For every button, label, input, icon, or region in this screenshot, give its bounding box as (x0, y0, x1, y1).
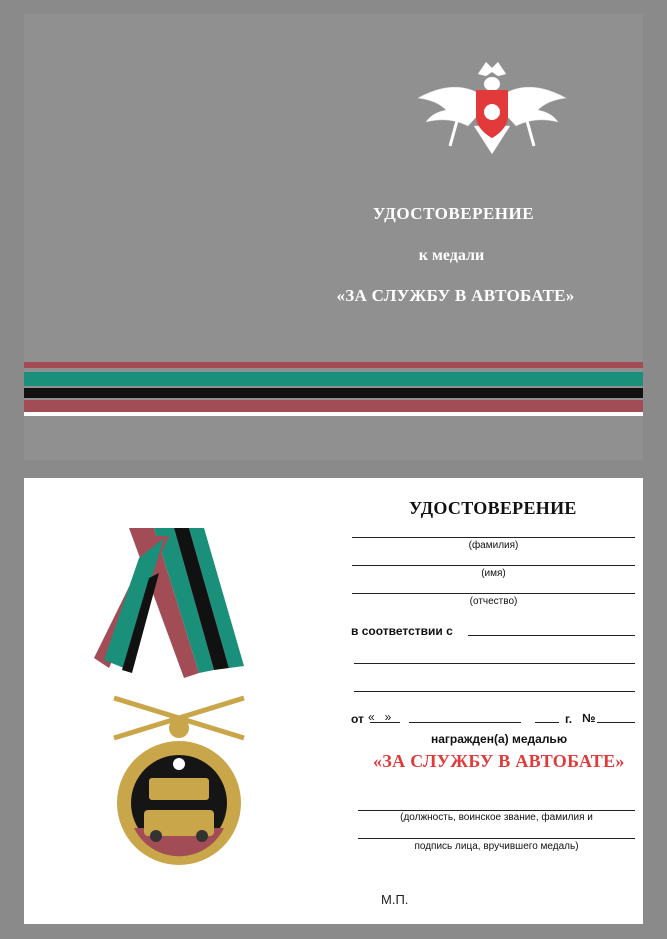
medal-name-title: «ЗА СЛУЖБУ В АВТОБАТЕ» (373, 751, 625, 771)
date-day-field[interactable]: « » (368, 710, 392, 724)
stripe-white (24, 412, 643, 416)
date-from-label: от (351, 712, 364, 726)
eagle-emblem-icon (412, 54, 572, 160)
position-line[interactable] (358, 810, 635, 811)
year-label: г. (565, 712, 573, 726)
blank-line-2[interactable] (354, 691, 635, 692)
signature-caption: подпись лица, вручившего медаль) (414, 841, 579, 852)
awarded-label: награжден(а) медалью (431, 732, 568, 746)
in-accordance-label: в соответствии с (351, 624, 453, 638)
blank-line-1[interactable] (354, 663, 635, 664)
cover-medal-name: «ЗА СЛУЖБУ В АВТОБАТЕ» (336, 286, 575, 305)
in-accordance-line[interactable] (468, 635, 635, 636)
cover-title: УДОСТОВЕРЕНИЕ (372, 204, 535, 223)
patronymic-caption: (отчество) (469, 596, 518, 607)
stripe-green (24, 372, 643, 386)
stripe-black (24, 388, 643, 398)
name-line[interactable] (352, 565, 635, 566)
certificate-form-page (24, 478, 643, 924)
surname-caption: (фамилия) (468, 540, 519, 551)
position-caption: (должность, воинское звание, фамилия и (400, 812, 593, 823)
certificate-title: УДОСТОВЕРЕНИЕ (409, 498, 577, 518)
number-label: № (582, 711, 596, 725)
cover-subtitle: к медали (418, 247, 485, 264)
month-line[interactable] (409, 722, 521, 723)
day-underline (370, 722, 400, 723)
stamp-label: М.П. (381, 892, 409, 907)
number-line[interactable] (597, 722, 635, 723)
signature-line[interactable] (358, 838, 635, 839)
name-caption: (имя) (481, 568, 506, 579)
stripe-maroon-bottom (24, 400, 643, 412)
year-line[interactable] (535, 722, 559, 723)
surname-line[interactable] (352, 537, 635, 538)
ribbon-stripes (24, 362, 643, 416)
certificate-cover (24, 14, 643, 460)
medal-image (94, 528, 264, 868)
patronymic-line[interactable] (352, 593, 635, 594)
